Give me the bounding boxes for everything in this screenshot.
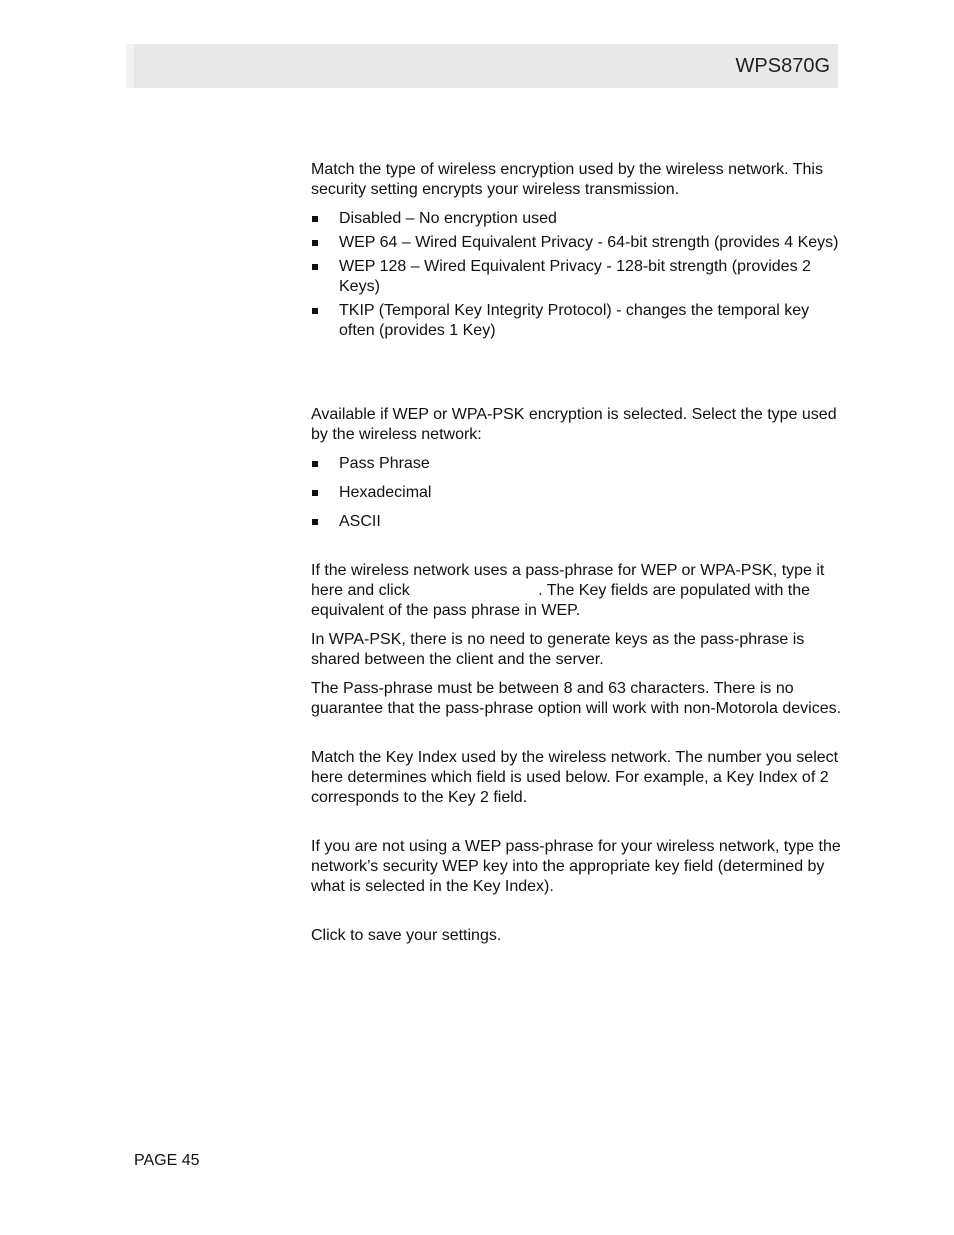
pass-phrase-paragraph-3: The Pass-phrase must be between 8 and 63 characters. There is no guarantee that the pass-phrase option will work with non-Motorola devices.: [311, 680, 842, 717]
list-item: Hexadecimal: [311, 483, 845, 503]
encryption-intro: Match the type of wireless encryption used by the wireless network. This security setting encrypts your wireless transmission.: [311, 161, 823, 198]
list-item: Disabled – No encryption used: [311, 209, 845, 229]
pass-phrase-text-after: . The Key fields are populated with the equivalent of the pass phrase in WEP.: [311, 582, 811, 619]
main-content: [311, 160, 845, 955]
section-encryption: [311, 160, 845, 341]
section-key-type: [311, 405, 845, 532]
pass-phrase-paragraph-2: In WPA-PSK, there is no need to generate keys as the pass-phrase is shared between the client and the server.: [311, 631, 805, 668]
page-number: PAGE 45: [134, 1152, 200, 1169]
page-header: [126, 44, 838, 88]
encryption-list: [311, 209, 845, 341]
list-item: TKIP (Temporal Key Integrity Protocol) - changes the temporal key often (provides 1 Key): [311, 301, 845, 341]
save-paragraph: Click to save your settings.: [311, 927, 502, 944]
section-pass-phrase: [311, 561, 845, 719]
key-index-paragraph: Match the Key Index used by the wireless network. The number you select here determines which field is used below. For example, a Key Index of 2 corresponds to the Key 2 field.: [311, 749, 839, 806]
pass-phrase-paragraph-1: [311, 561, 845, 621]
list-item: Pass Phrase: [311, 454, 845, 474]
list-item: WEP 64 – Wired Equivalent Privacy - 64-bit strength (provides 4 Keys): [311, 233, 845, 253]
key-type-intro: Available if WEP or WPA-PSK encryption is selected. Select the type used by the wireless network:: [311, 406, 837, 443]
list-item: WEP 128 – Wired Equivalent Privacy - 128-bit strength (provides 2 Keys): [311, 257, 845, 297]
key-type-list: [311, 454, 845, 532]
section-key-index: [311, 748, 845, 808]
keys-paragraph: If you are not using a WEP pass-phrase for your wireless network, type the network’s security WEP key into the appropriate key field (determined by what is selected in the Key Index).: [311, 838, 841, 895]
list-item: ASCII: [311, 512, 845, 532]
model-name: WPS870G: [735, 55, 830, 77]
pass-phrase-text-before: If the wireless network uses a pass-phrase for WEP or WPA-PSK, type it here and click: [311, 562, 825, 599]
section-save: [311, 926, 845, 946]
section-keys: [311, 837, 845, 897]
